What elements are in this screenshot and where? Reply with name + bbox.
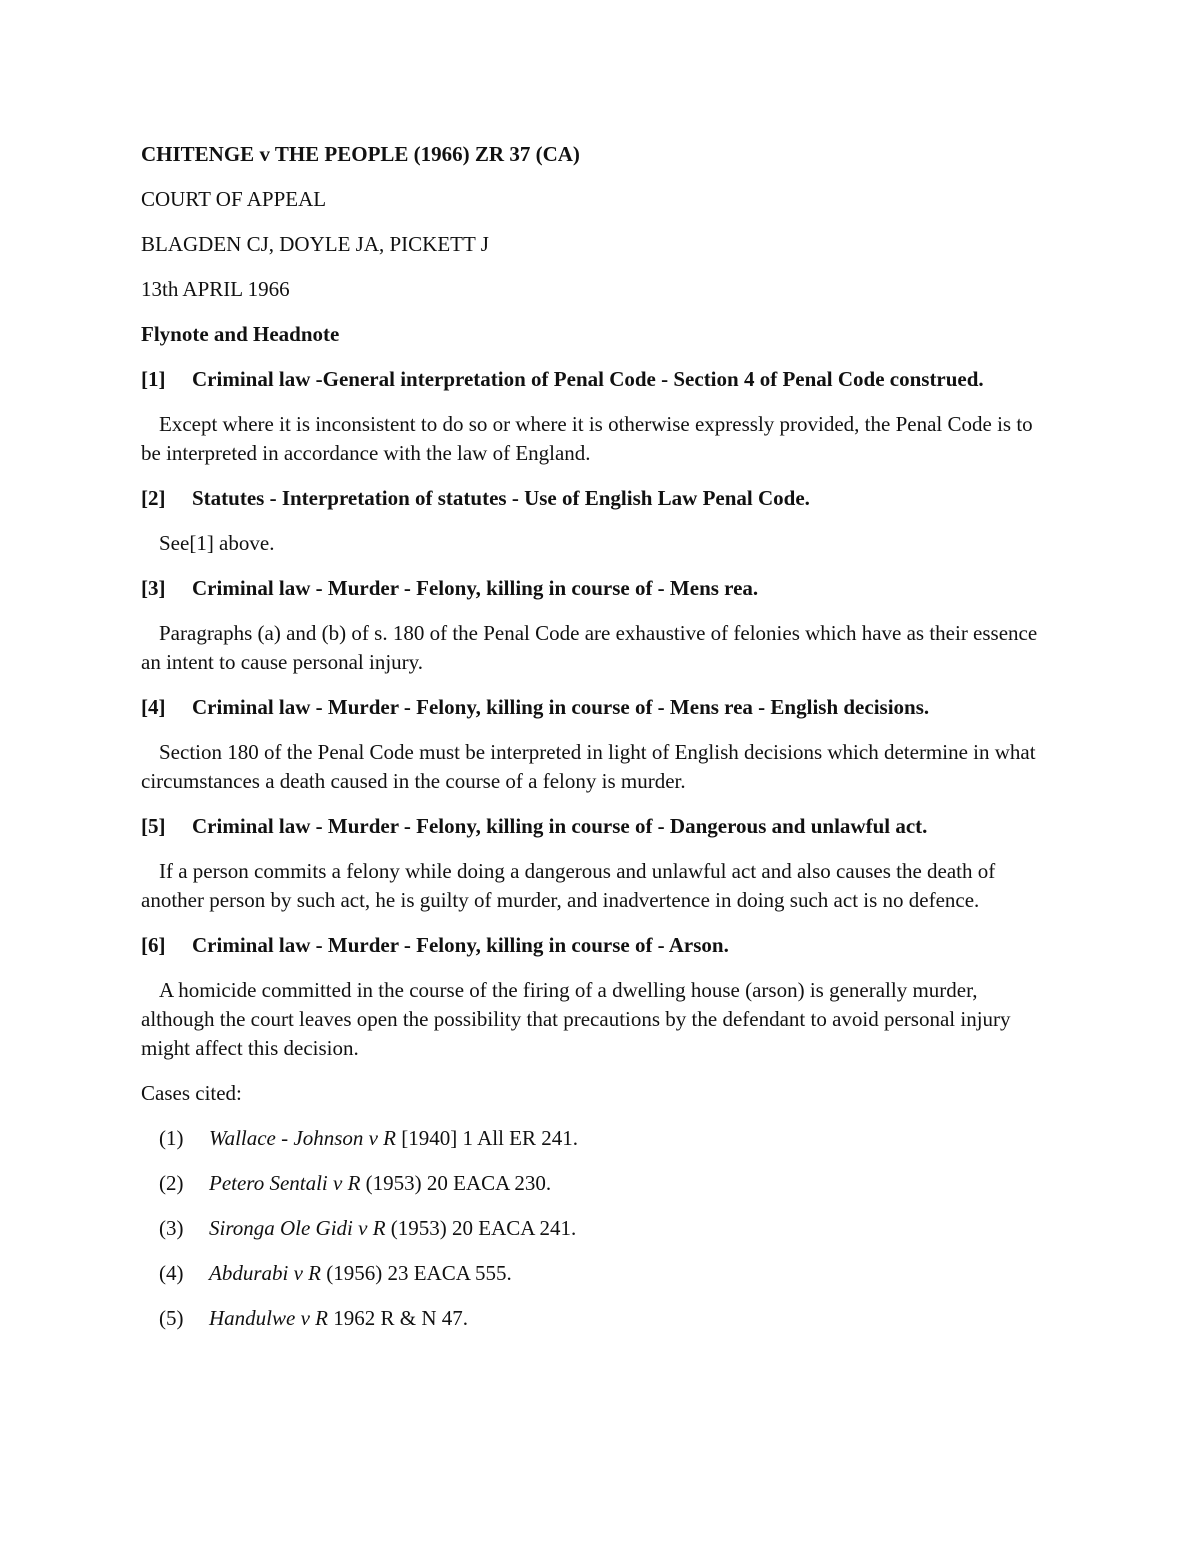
holding-heading-text: Statutes - Interpretation of statutes - Use of English Law Penal Code. (192, 486, 810, 510)
holding-heading-text: Criminal law - Murder - Felony, killing in course of - Arson. (192, 933, 729, 957)
holding-number: [3] (141, 576, 166, 600)
holding-4 (141, 693, 1056, 796)
judgment-date: 13th APRIL 1966 (141, 277, 290, 301)
case-title: CHITENGE v THE PEOPLE (1966) ZR 37 (CA) (141, 142, 580, 166)
cited-case (141, 1214, 1056, 1243)
case-number: (4) (159, 1261, 184, 1285)
holding-body: Paragraphs (a) and (b) of s. 180 of the Penal Code are exhaustive of felonies which have as their essence an intent to cause personal injury. (141, 621, 1038, 674)
case-citation: (1956) 23 EACA 555. (320, 1261, 512, 1285)
case-name: Wallace - Johnson v R (209, 1126, 397, 1150)
holding-5 (141, 812, 1056, 915)
case-citation: 1962 R & N 47. (327, 1306, 468, 1330)
case-number: (2) (159, 1171, 184, 1195)
holding-2 (141, 484, 1056, 558)
holding-number: [6] (141, 933, 166, 957)
holding-1 (141, 365, 1056, 468)
case-name: Petero Sentali v R (209, 1171, 361, 1195)
case-number: (3) (159, 1216, 184, 1240)
holding-heading-text: Criminal law - Murder - Felony, killing in course of - Dangerous and unlawful act. (192, 814, 928, 838)
holding-heading-text: Criminal law -General interpretation of Penal Code - Section 4 of Penal Code construed. (192, 367, 984, 391)
case-number: (5) (159, 1306, 184, 1330)
holdings-list (141, 365, 1056, 1063)
case-name: Sironga Ole Gidi v R (209, 1216, 386, 1240)
case-name: Handulwe v R (209, 1306, 328, 1330)
holding-heading (141, 574, 1056, 603)
holding-6 (141, 931, 1056, 1063)
holding-heading-text: Criminal law - Murder - Felony, killing in course of - Mens rea. (192, 576, 759, 600)
holding-number: [4] (141, 695, 166, 719)
holding-heading (141, 693, 1056, 722)
holding-heading (141, 931, 1056, 960)
cited-case (141, 1124, 1056, 1153)
case-citation: [1940] 1 All ER 241. (396, 1126, 579, 1150)
holding-heading (141, 484, 1056, 513)
cited-case (141, 1304, 1056, 1333)
holding-heading (141, 812, 1056, 841)
holding-number: [1] (141, 367, 166, 391)
case-name: Abdurabi v R (209, 1261, 321, 1285)
holding-3 (141, 574, 1056, 677)
case-citation: (1953) 20 EACA 241. (385, 1216, 577, 1240)
holding-body: Section 180 of the Penal Code must be interpreted in light of English decisions which determine in what circumstances a death caused in the course of a felony is murder. (141, 740, 1036, 793)
holding-number: [5] (141, 814, 166, 838)
cases-cited-label: Cases cited: (141, 1081, 242, 1105)
case-citation: (1953) 20 EACA 230. (360, 1171, 552, 1195)
judges: BLAGDEN CJ, DOYLE JA, PICKETT J (141, 232, 489, 256)
holding-heading (141, 365, 1056, 394)
cases-cited-list (141, 1124, 1056, 1333)
flynote-heading: Flynote and Headnote (141, 322, 340, 346)
document-page (141, 140, 1056, 1349)
holding-number: [2] (141, 486, 166, 510)
cited-case (141, 1259, 1056, 1288)
cited-case (141, 1169, 1056, 1198)
holding-body: If a person commits a felony while doing a dangerous and unlawful act and also causes the death of another person by such act, he is guilty of murder, and inadvertence in doing such act is no defence. (141, 859, 996, 912)
holding-body: A homicide committed in the course of the firing of a dwelling house (arson) is generally murder, although the court leaves open the possibility that precautions by the defendant to avoid personal injury might affect this decision. (141, 978, 1011, 1060)
court-name: COURT OF APPEAL (141, 187, 327, 211)
holding-body: See[1] above. (159, 531, 275, 555)
holding-body: Except where it is inconsistent to do so or where it is otherwise expressly provided, the Penal Code is to be interpreted in accordance with the law of England. (141, 412, 1033, 465)
case-number: (1) (159, 1126, 184, 1150)
holding-heading-text: Criminal law - Murder - Felony, killing in course of - Mens rea - English decisions. (192, 695, 930, 719)
